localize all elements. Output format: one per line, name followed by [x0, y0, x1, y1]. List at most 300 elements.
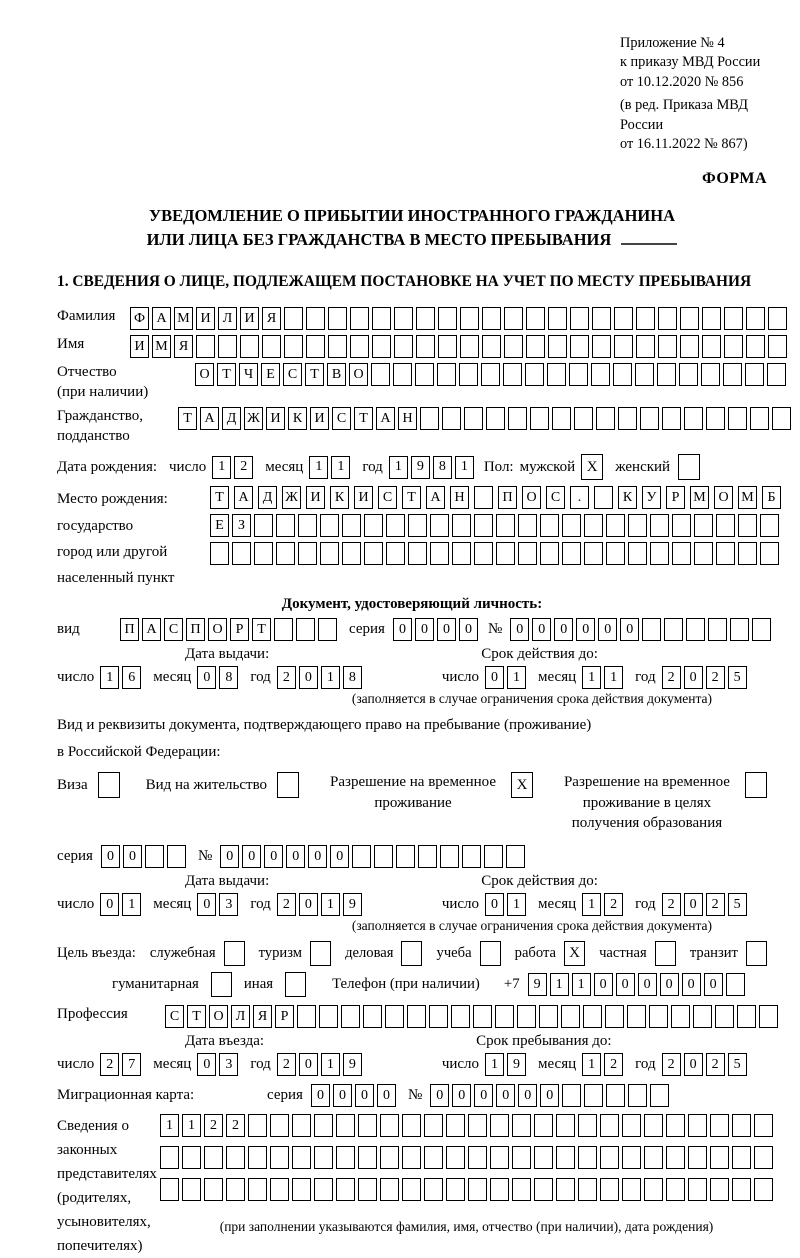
char-cell[interactable]: [622, 1114, 641, 1137]
char-cell[interactable]: 0: [311, 1084, 330, 1107]
char-cell[interactable]: [438, 307, 457, 330]
char-cell[interactable]: [710, 1146, 729, 1169]
char-cell[interactable]: 0: [333, 1084, 352, 1107]
char-cell[interactable]: [468, 1146, 487, 1169]
char-cell[interactable]: Ф: [130, 307, 149, 330]
char-cell[interactable]: [394, 335, 413, 358]
char-cell[interactable]: [562, 514, 581, 537]
char-cell[interactable]: 2: [604, 1053, 623, 1076]
char-cell[interactable]: А: [234, 486, 253, 509]
char-cell[interactable]: [534, 1114, 553, 1137]
char-cell[interactable]: 2: [706, 893, 725, 916]
char-cell[interactable]: К: [618, 486, 637, 509]
char-cell[interactable]: 1: [572, 973, 591, 996]
purpose-transit-checkbox[interactable]: [746, 941, 767, 966]
char-cell[interactable]: [666, 1178, 685, 1201]
char-cell[interactable]: [658, 335, 677, 358]
char-cell[interactable]: [772, 407, 791, 430]
char-cell[interactable]: [408, 514, 427, 537]
char-cell[interactable]: [517, 1005, 536, 1028]
char-cell[interactable]: [710, 1178, 729, 1201]
char-cell[interactable]: И: [310, 407, 329, 430]
char-cell[interactable]: [218, 335, 237, 358]
char-cell[interactable]: [452, 514, 471, 537]
purpose-work-checkbox[interactable]: X: [564, 941, 585, 966]
char-cell[interactable]: [694, 514, 713, 537]
char-cell[interactable]: [591, 363, 610, 386]
char-cell[interactable]: [429, 1005, 448, 1028]
char-cell[interactable]: И: [306, 486, 325, 509]
char-cell[interactable]: 9: [343, 893, 362, 916]
char-cell[interactable]: [292, 1178, 311, 1201]
char-cell[interactable]: [715, 1005, 734, 1028]
char-cell[interactable]: [298, 514, 317, 537]
char-cell[interactable]: 0: [554, 618, 573, 641]
char-cell[interactable]: И: [130, 335, 149, 358]
surname-cells[interactable]: [130, 307, 787, 330]
char-cell[interactable]: 0: [485, 666, 504, 689]
char-cell[interactable]: [314, 1114, 333, 1137]
char-cell[interactable]: [702, 307, 721, 330]
char-cell[interactable]: К: [330, 486, 349, 509]
char-cell[interactable]: [506, 845, 525, 868]
char-cell[interactable]: 5: [728, 666, 747, 689]
char-cell[interactable]: [666, 1146, 685, 1169]
char-cell[interactable]: [232, 542, 251, 565]
char-cell[interactable]: [374, 845, 393, 868]
char-cell[interactable]: 1: [160, 1114, 179, 1137]
char-cell[interactable]: 2: [662, 893, 681, 916]
char-cell[interactable]: 0: [197, 893, 216, 916]
purpose-official-checkbox[interactable]: [224, 941, 245, 966]
char-cell[interactable]: [702, 335, 721, 358]
char-cell[interactable]: 2: [662, 1053, 681, 1076]
char-cell[interactable]: [688, 1178, 707, 1201]
char-cell[interactable]: 0: [616, 973, 635, 996]
char-cell[interactable]: [723, 363, 742, 386]
char-cell[interactable]: [614, 335, 633, 358]
date-month-cells[interactable]: [197, 1053, 238, 1076]
char-cell[interactable]: [210, 542, 229, 565]
char-cell[interactable]: Т: [252, 618, 271, 641]
char-cell[interactable]: [592, 335, 611, 358]
char-cell[interactable]: [248, 1114, 267, 1137]
char-cell[interactable]: 1: [604, 666, 623, 689]
char-cell[interactable]: 1: [550, 973, 569, 996]
char-cell[interactable]: [481, 363, 500, 386]
char-cell[interactable]: Е: [261, 363, 280, 386]
char-cell[interactable]: [605, 1005, 624, 1028]
purpose-study-checkbox[interactable]: [480, 941, 501, 966]
char-cell[interactable]: 0: [355, 1084, 374, 1107]
char-cell[interactable]: [320, 542, 339, 565]
char-cell[interactable]: С: [283, 363, 302, 386]
char-cell[interactable]: [437, 363, 456, 386]
char-cell[interactable]: 1: [582, 666, 601, 689]
char-cell[interactable]: 0: [638, 973, 657, 996]
char-cell[interactable]: 9: [528, 973, 547, 996]
char-cell[interactable]: 0: [286, 845, 305, 868]
char-cell[interactable]: [666, 1114, 685, 1137]
char-cell[interactable]: И: [266, 407, 285, 430]
char-cell[interactable]: [451, 1005, 470, 1028]
char-cell[interactable]: [474, 486, 493, 509]
char-cell[interactable]: [688, 1114, 707, 1137]
char-cell[interactable]: [438, 335, 457, 358]
char-cell[interactable]: [644, 1178, 663, 1201]
char-cell[interactable]: О: [349, 363, 368, 386]
char-cell[interactable]: [430, 542, 449, 565]
residence-permit-checkbox[interactable]: [277, 772, 299, 798]
patronymic-cells[interactable]: [195, 363, 786, 386]
char-cell[interactable]: [724, 335, 743, 358]
char-cell[interactable]: [306, 307, 325, 330]
char-cell[interactable]: [628, 542, 647, 565]
char-cell[interactable]: [628, 514, 647, 537]
char-cell[interactable]: [738, 514, 757, 537]
char-cell[interactable]: 1: [321, 666, 340, 689]
char-cell[interactable]: [716, 542, 735, 565]
char-cell[interactable]: [649, 1005, 668, 1028]
char-cell[interactable]: [662, 407, 681, 430]
char-cell[interactable]: М: [152, 335, 171, 358]
char-cell[interactable]: 0: [437, 618, 456, 641]
char-cell[interactable]: [167, 845, 186, 868]
char-cell[interactable]: [694, 542, 713, 565]
char-cell[interactable]: 1: [100, 666, 119, 689]
char-cell[interactable]: [732, 1178, 751, 1201]
char-cell[interactable]: [314, 1146, 333, 1169]
temp-residence-education-checkbox[interactable]: [745, 772, 767, 798]
char-cell[interactable]: 1: [122, 893, 141, 916]
char-cell[interactable]: 0: [299, 1053, 318, 1076]
char-cell[interactable]: 0: [430, 1084, 449, 1107]
char-cell[interactable]: 0: [264, 845, 283, 868]
char-cell[interactable]: 6: [122, 666, 141, 689]
char-cell[interactable]: [296, 618, 315, 641]
char-cell[interactable]: 2: [277, 1053, 296, 1076]
char-cell[interactable]: 0: [100, 893, 119, 916]
char-cell[interactable]: [724, 307, 743, 330]
date-day-cells[interactable]: [485, 666, 526, 689]
char-cell[interactable]: 0: [197, 666, 216, 689]
char-cell[interactable]: [393, 363, 412, 386]
char-cell[interactable]: Т: [217, 363, 236, 386]
char-cell[interactable]: М: [738, 486, 757, 509]
char-cell[interactable]: [767, 363, 786, 386]
char-cell[interactable]: [650, 1084, 669, 1107]
char-cell[interactable]: [636, 335, 655, 358]
char-cell[interactable]: [484, 845, 503, 868]
char-cell[interactable]: Ж: [282, 486, 301, 509]
char-cell[interactable]: [627, 1005, 646, 1028]
char-cell[interactable]: [490, 1114, 509, 1137]
char-cell[interactable]: [380, 1146, 399, 1169]
date-day-cells[interactable]: [485, 893, 526, 916]
char-cell[interactable]: [606, 1084, 625, 1107]
char-cell[interactable]: [274, 618, 293, 641]
date-year-cells[interactable]: [662, 1053, 747, 1076]
char-cell[interactable]: 1: [309, 456, 328, 479]
char-cell[interactable]: [693, 1005, 712, 1028]
char-cell[interactable]: [680, 307, 699, 330]
char-cell[interactable]: Т: [305, 363, 324, 386]
char-cell[interactable]: [644, 1146, 663, 1169]
char-cell[interactable]: [754, 1178, 773, 1201]
char-cell[interactable]: 8: [343, 666, 362, 689]
char-cell[interactable]: Т: [187, 1005, 206, 1028]
char-cell[interactable]: [407, 1005, 426, 1028]
char-cell[interactable]: [732, 1146, 751, 1169]
char-cell[interactable]: [394, 307, 413, 330]
char-cell[interactable]: Т: [354, 407, 373, 430]
char-cell[interactable]: [240, 335, 259, 358]
char-cell[interactable]: [342, 514, 361, 537]
purpose-humanitarian-checkbox[interactable]: [211, 972, 232, 997]
char-cell[interactable]: [584, 542, 603, 565]
date-year-cells[interactable]: [277, 893, 362, 916]
char-cell[interactable]: [570, 307, 589, 330]
char-cell[interactable]: [688, 1146, 707, 1169]
char-cell[interactable]: 1: [507, 666, 526, 689]
purpose-private-checkbox[interactable]: [655, 941, 676, 966]
char-cell[interactable]: [402, 1114, 421, 1137]
char-cell[interactable]: 2: [204, 1114, 223, 1137]
char-cell[interactable]: [341, 1005, 360, 1028]
char-cell[interactable]: [160, 1178, 179, 1201]
char-cell[interactable]: [420, 407, 439, 430]
char-cell[interactable]: Ж: [244, 407, 263, 430]
char-cell[interactable]: 9: [411, 456, 430, 479]
char-cell[interactable]: [635, 363, 654, 386]
char-cell[interactable]: 0: [684, 893, 703, 916]
char-cell[interactable]: Т: [210, 486, 229, 509]
char-cell[interactable]: [440, 845, 459, 868]
char-cell[interactable]: 0: [682, 973, 701, 996]
char-cell[interactable]: [600, 1178, 619, 1201]
char-cell[interactable]: [680, 335, 699, 358]
purpose-tourism-checkbox[interactable]: [310, 941, 331, 966]
char-cell[interactable]: [672, 542, 691, 565]
char-cell[interactable]: [318, 618, 337, 641]
char-cell[interactable]: [628, 1084, 647, 1107]
char-cell[interactable]: [297, 1005, 316, 1028]
char-cell[interactable]: [292, 1146, 311, 1169]
temp-residence-checkbox[interactable]: X: [511, 772, 533, 798]
char-cell[interactable]: [473, 1005, 492, 1028]
char-cell[interactable]: [746, 335, 765, 358]
char-cell[interactable]: [364, 542, 383, 565]
char-cell[interactable]: 0: [459, 618, 478, 641]
char-cell[interactable]: [424, 1146, 443, 1169]
residence-doc-series-cells[interactable]: [101, 845, 186, 868]
char-cell[interactable]: [292, 1114, 311, 1137]
char-cell[interactable]: М: [690, 486, 709, 509]
date-day-cells[interactable]: [485, 1053, 526, 1076]
char-cell[interactable]: А: [426, 486, 445, 509]
char-cell[interactable]: [759, 1005, 778, 1028]
char-cell[interactable]: [706, 407, 725, 430]
date-month-cells[interactable]: [197, 893, 238, 916]
char-cell[interactable]: [728, 407, 747, 430]
char-cell[interactable]: [657, 363, 676, 386]
char-cell[interactable]: [512, 1178, 531, 1201]
char-cell[interactable]: [671, 1005, 690, 1028]
char-cell[interactable]: [276, 514, 295, 537]
char-cell[interactable]: 1: [331, 456, 350, 479]
char-cell[interactable]: [380, 1178, 399, 1201]
char-cell[interactable]: [460, 335, 479, 358]
char-cell[interactable]: Д: [222, 407, 241, 430]
char-cell[interactable]: 0: [594, 973, 613, 996]
char-cell[interactable]: 2: [706, 666, 725, 689]
char-cell[interactable]: [642, 618, 661, 641]
date-year-cells[interactable]: [389, 456, 474, 479]
representatives-cells-row1[interactable]: [160, 1114, 773, 1137]
char-cell[interactable]: [402, 1178, 421, 1201]
char-cell[interactable]: [364, 514, 383, 537]
char-cell[interactable]: [504, 307, 523, 330]
birth-place-cells-row3[interactable]: [210, 542, 781, 565]
char-cell[interactable]: [768, 335, 787, 358]
char-cell[interactable]: [562, 542, 581, 565]
migration-card-number-cells[interactable]: [430, 1084, 669, 1107]
char-cell[interactable]: 0: [660, 973, 679, 996]
char-cell[interactable]: [578, 1114, 597, 1137]
char-cell[interactable]: 0: [496, 1084, 515, 1107]
char-cell[interactable]: 8: [433, 456, 452, 479]
char-cell[interactable]: 1: [321, 1053, 340, 1076]
char-cell[interactable]: [548, 335, 567, 358]
char-cell[interactable]: [569, 363, 588, 386]
char-cell[interactable]: Р: [666, 486, 685, 509]
char-cell[interactable]: [145, 845, 164, 868]
char-cell[interactable]: 3: [219, 893, 238, 916]
char-cell[interactable]: [459, 363, 478, 386]
char-cell[interactable]: [464, 407, 483, 430]
char-cell[interactable]: [418, 845, 437, 868]
char-cell[interactable]: [496, 542, 515, 565]
char-cell[interactable]: [254, 542, 273, 565]
char-cell[interactable]: [618, 407, 637, 430]
char-cell[interactable]: [270, 1146, 289, 1169]
char-cell[interactable]: [710, 1114, 729, 1137]
char-cell[interactable]: [684, 407, 703, 430]
char-cell[interactable]: Н: [398, 407, 417, 430]
char-cell[interactable]: [298, 542, 317, 565]
visa-checkbox[interactable]: [98, 772, 120, 798]
char-cell[interactable]: 9: [507, 1053, 526, 1076]
char-cell[interactable]: [578, 1146, 597, 1169]
char-cell[interactable]: 0: [308, 845, 327, 868]
char-cell[interactable]: А: [152, 307, 171, 330]
char-cell[interactable]: [482, 335, 501, 358]
char-cell[interactable]: [336, 1178, 355, 1201]
char-cell[interactable]: Ч: [239, 363, 258, 386]
identity-doc-number-cells[interactable]: [510, 618, 771, 641]
char-cell[interactable]: [730, 618, 749, 641]
char-cell[interactable]: [474, 542, 493, 565]
char-cell[interactable]: [594, 486, 613, 509]
char-cell[interactable]: 8: [219, 666, 238, 689]
char-cell[interactable]: [385, 1005, 404, 1028]
char-cell[interactable]: [358, 1178, 377, 1201]
char-cell[interactable]: [636, 307, 655, 330]
phone-cells[interactable]: [528, 973, 745, 996]
char-cell[interactable]: [204, 1146, 223, 1169]
char-cell[interactable]: [350, 335, 369, 358]
char-cell[interactable]: Л: [231, 1005, 250, 1028]
char-cell[interactable]: 0: [485, 893, 504, 916]
char-cell[interactable]: [328, 335, 347, 358]
char-cell[interactable]: [658, 307, 677, 330]
char-cell[interactable]: [350, 307, 369, 330]
char-cell[interactable]: 0: [532, 618, 551, 641]
char-cell[interactable]: [468, 1178, 487, 1201]
char-cell[interactable]: [600, 1114, 619, 1137]
char-cell[interactable]: У: [642, 486, 661, 509]
char-cell[interactable]: [732, 1114, 751, 1137]
char-cell[interactable]: [396, 845, 415, 868]
char-cell[interactable]: [328, 307, 347, 330]
char-cell[interactable]: 0: [242, 845, 261, 868]
char-cell[interactable]: 1: [582, 1053, 601, 1076]
char-cell[interactable]: [640, 407, 659, 430]
char-cell[interactable]: [606, 514, 625, 537]
char-cell[interactable]: 0: [330, 845, 349, 868]
char-cell[interactable]: [336, 1146, 355, 1169]
char-cell[interactable]: О: [209, 1005, 228, 1028]
char-cell[interactable]: [606, 542, 625, 565]
char-cell[interactable]: [525, 363, 544, 386]
birth-place-cells-row2[interactable]: [210, 514, 781, 537]
char-cell[interactable]: О: [195, 363, 214, 386]
char-cell[interactable]: [254, 514, 273, 537]
char-cell[interactable]: [408, 542, 427, 565]
char-cell[interactable]: [530, 407, 549, 430]
given-name-cells[interactable]: [130, 335, 787, 358]
char-cell[interactable]: [534, 1178, 553, 1201]
char-cell[interactable]: [415, 363, 434, 386]
char-cell[interactable]: [424, 1114, 443, 1137]
date-year-cells[interactable]: [662, 893, 747, 916]
char-cell[interactable]: [562, 1084, 581, 1107]
char-cell[interactable]: [270, 1114, 289, 1137]
char-cell[interactable]: 0: [576, 618, 595, 641]
char-cell[interactable]: К: [288, 407, 307, 430]
char-cell[interactable]: [613, 363, 632, 386]
char-cell[interactable]: [548, 307, 567, 330]
char-cell[interactable]: [352, 845, 371, 868]
char-cell[interactable]: [182, 1146, 201, 1169]
char-cell[interactable]: 2: [277, 666, 296, 689]
migration-card-series-cells[interactable]: [311, 1084, 396, 1107]
date-year-cells[interactable]: [277, 1053, 362, 1076]
char-cell[interactable]: [248, 1178, 267, 1201]
char-cell[interactable]: [314, 1178, 333, 1201]
char-cell[interactable]: [708, 618, 727, 641]
char-cell[interactable]: А: [376, 407, 395, 430]
char-cell[interactable]: 0: [620, 618, 639, 641]
char-cell[interactable]: 0: [518, 1084, 537, 1107]
char-cell[interactable]: Т: [178, 407, 197, 430]
char-cell[interactable]: [446, 1178, 465, 1201]
char-cell[interactable]: [446, 1146, 465, 1169]
char-cell[interactable]: 2: [226, 1114, 245, 1137]
char-cell[interactable]: [592, 307, 611, 330]
char-cell[interactable]: [534, 1146, 553, 1169]
residence-doc-number-cells[interactable]: [220, 845, 525, 868]
